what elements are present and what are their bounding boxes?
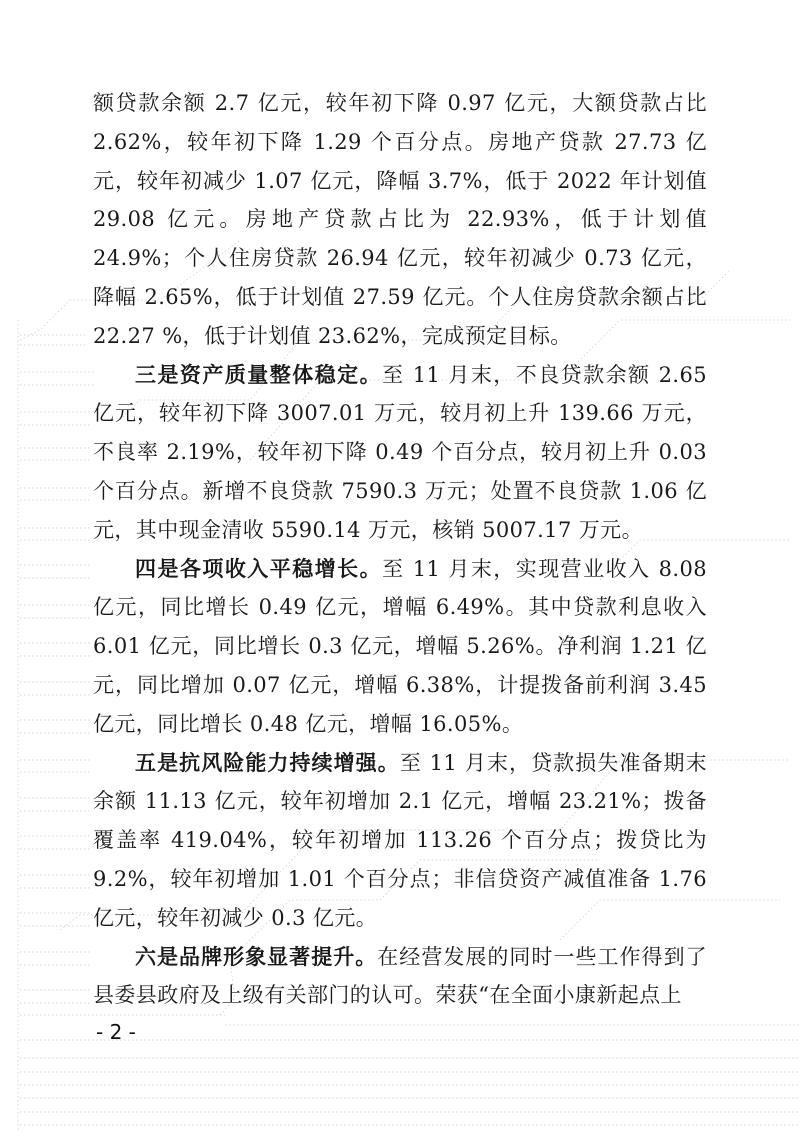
paragraph-lead: 三是资产质量整体稳定。 bbox=[135, 361, 383, 387]
document-body bbox=[93, 84, 707, 1015]
paragraph-brand-image bbox=[93, 938, 707, 1016]
paragraph-text: 至 11 月末，实现营业收入 8.08 亿元，同比增长 0.49 亿元，增幅 6.49%。其中贷款利息收入 6.01 亿元，同比增长 0.3 亿元，增幅 5.26%。净利润 1.21 亿元，同比增加 0.07 亿元，增幅 6.38%，计提拨备前利润 3.45 亿元，同比增长 0.48 亿元，增幅 16.05%。 bbox=[93, 556, 708, 736]
paragraph-text: 在经营发展的同时一些工作得到了县委县政府及上级有关部门的认可。荣获“在全面小康新起点上 bbox=[93, 944, 707, 1008]
paragraph-income-growth bbox=[93, 550, 707, 744]
page-number: - 2 - bbox=[96, 1020, 136, 1044]
paragraph-lead: 六是品牌形象显著提升。 bbox=[135, 943, 378, 969]
paragraph-risk-resistance bbox=[93, 744, 707, 938]
paragraph-loan-continuation bbox=[93, 84, 707, 356]
paragraph-asset-quality bbox=[93, 356, 707, 550]
paragraph-text: 额贷款余额 2.7 亿元，较年初下降 0.97 亿元，大额贷款占比 2.62%，较年初下降 1.29 个百分点。房地产贷款 27.73 亿元，较年初减少 1.07 亿元，降幅 3.7%，低于 2022 年计划值 29.08 亿元。房地产贷款占比为 22.93%，低于计划值 24.9%；个人住房贷款 26.94 亿元，较年初减少 0.73 亿元，降幅 2.65%，低于计划值 27.59 亿元。个人住房贷款余额占比 22.27 %，低于计划值 23.62%，完成预定目标。 bbox=[93, 91, 707, 348]
paragraph-lead: 四是各项收入平稳增长。 bbox=[135, 555, 383, 581]
paragraph-lead: 五是抗风险能力持续增强。 bbox=[135, 749, 400, 775]
paragraph-text: 至 11 月末，不良贷款余额 2.65 亿元，较年初下降 3007.01 万元，较月初上升 139.66 万元，不良率 2.19%，较年初下降 0.49 个百分点，较月初上升 0.03 个百分点。新增不良贷款 7590.3 万元；处置不良贷款 1.06 亿元，其中现金清收 5590.14 万元，核销 5007.17 万元。 bbox=[93, 362, 708, 542]
paragraph-text: 至 11 月末，贷款损失准备期末余额 11.13 亿元，较年初增加 2.1 亿元，增幅 23.21%；拨备覆盖率 419.04%，较年初增加 113.26 个百分点；拨贷比为 9.2%，较年初增加 1.01 个百分点；非信贷资产减值准备 1.76 亿元，较年初减少 0.3 亿元。 bbox=[93, 750, 707, 930]
